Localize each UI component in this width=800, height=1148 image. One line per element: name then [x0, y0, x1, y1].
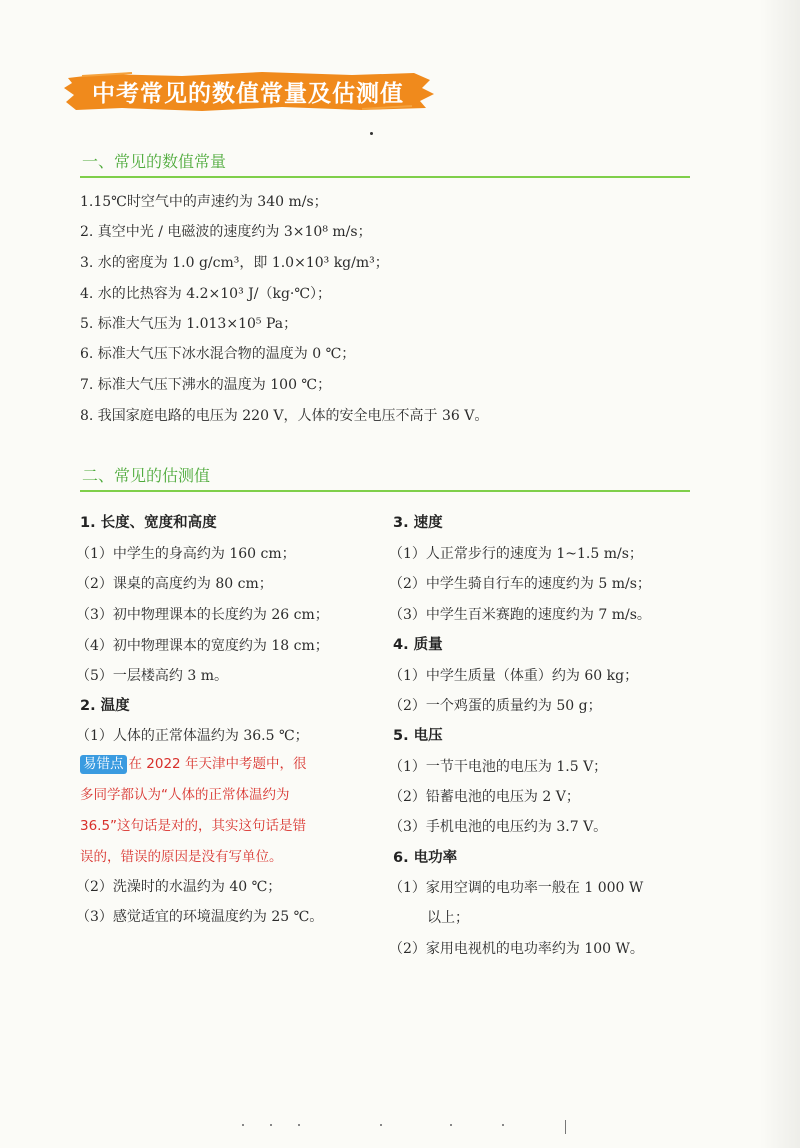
length-item-3: （3）初中物理课本的长度约为 26 cm；: [76, 607, 329, 623]
voltage-item-2: （2）铅蓄电池的电压为 2 V；: [389, 789, 580, 805]
section-heading-estimates: 二、常见的估测值: [82, 466, 211, 485]
section-header-constants: [80, 150, 690, 178]
section-heading-constants: 一、常见的数值常量: [82, 152, 227, 171]
length-item-1: （1）中学生的身高约为 160 cm；: [76, 546, 296, 562]
power-item-1: （1）家用空调的电功率一般在 1 000 W: [389, 880, 644, 896]
scan-tick: [242, 1124, 244, 1126]
scan-tick: [298, 1124, 300, 1126]
speck-mark: [370, 132, 373, 135]
temperature-item-3: （3）感觉适宜的环境温度约为 25 ℃。: [76, 909, 324, 925]
power-item-1-continued: 以上；: [427, 910, 469, 926]
temperature-item-1: （1）人体的正常体温约为 36.5 ℃；: [76, 728, 309, 744]
mass-item-2: （2）一个鸡蛋的质量约为 50 g；: [389, 698, 602, 714]
mass-item-1: （1）中学生质量（体重）约为 60 kg；: [389, 668, 639, 684]
page-title: 中考常见的数值常量及估测值: [92, 81, 404, 107]
voltage-item-3: （3）手机电池的电压约为 3.7 V。: [389, 819, 608, 835]
speed-item-2: （2）中学生骑自行车的速度约为 5 m/s；: [389, 576, 651, 592]
tip-line-4: 误的，错误的原因是没有写单位。: [80, 849, 283, 865]
temperature-item-2: （2）洗澡时的水温约为 40 ℃；: [76, 879, 282, 895]
scan-tick: [380, 1124, 382, 1126]
tip-line-2: 多同学都认为“人体的正常体温约为: [80, 787, 290, 803]
footer-scan-marks: [240, 1120, 570, 1134]
length-item-5: （5）一层楼高约 3 m。: [76, 668, 228, 684]
scan-tick: [502, 1124, 504, 1126]
scan-tick: [270, 1124, 272, 1126]
speed-item-1: （1）人正常步行的速度为 1~1.5 m/s；: [389, 546, 643, 562]
length-item-2: （2）课桌的高度约为 80 cm；: [76, 576, 273, 592]
length-item-4: （4）初中物理课本的宽度约为 18 cm；: [76, 638, 329, 654]
constant-item-1: 1.15℃时空气中的声速约为 340 m/s；: [80, 194, 328, 210]
section-header-estimates: [80, 464, 690, 492]
subheading-temperature: 2. 温度: [80, 698, 130, 714]
scan-bar: [565, 1120, 566, 1134]
tip-badge: 易错点: [80, 755, 127, 774]
constant-item-5: 5. 标准大气压为 1.013×10⁵ Pa；: [80, 316, 298, 332]
power-item-2: （2）家用电视机的电功率约为 100 W。: [389, 941, 644, 957]
speed-item-3: （3）中学生百米赛跑的速度约为 7 m/s。: [389, 607, 651, 623]
constant-item-6: 6. 标准大气压下冰水混合物的温度为 0 ℃；: [80, 346, 356, 362]
voltage-item-1: （1）一节干电池的电压为 1.5 V；: [389, 759, 608, 775]
subheading-length: 1. 长度、宽度和高度: [80, 515, 217, 531]
error-prone-tip: [80, 754, 380, 878]
tip-text-1: 在 2022 年天津中考题中，很: [128, 756, 307, 772]
title-banner: [62, 68, 434, 114]
subheading-power: 6. 电功率: [393, 850, 458, 866]
subheading-mass: 4. 质量: [393, 637, 443, 653]
constant-item-8: 8. 我国家庭电路的电压为 220 V，人体的安全电压不高于 36 V。: [80, 408, 489, 424]
page-edge-shadow: [760, 0, 800, 1148]
constant-item-3: 3. 水的密度为 1.0 g/cm³，即 1.0×10³ kg/m³；: [80, 255, 389, 271]
constant-item-2: 2. 真空中光 / 电磁波的速度约为 3×10⁸ m/s；: [80, 224, 372, 240]
subheading-voltage: 5. 电压: [393, 728, 443, 744]
scan-tick: [450, 1124, 452, 1126]
tip-line-3: 36.5”这句话是对的，其实这句话是错: [80, 818, 307, 834]
constant-item-7: 7. 标准大气压下沸水的温度为 100 ℃；: [80, 377, 332, 393]
tip-line-1: [80, 754, 380, 785]
constant-item-4: 4. 水的比热容为 4.2×10³ J/（kg·℃）；: [80, 286, 332, 302]
subheading-speed: 3. 速度: [393, 515, 443, 531]
